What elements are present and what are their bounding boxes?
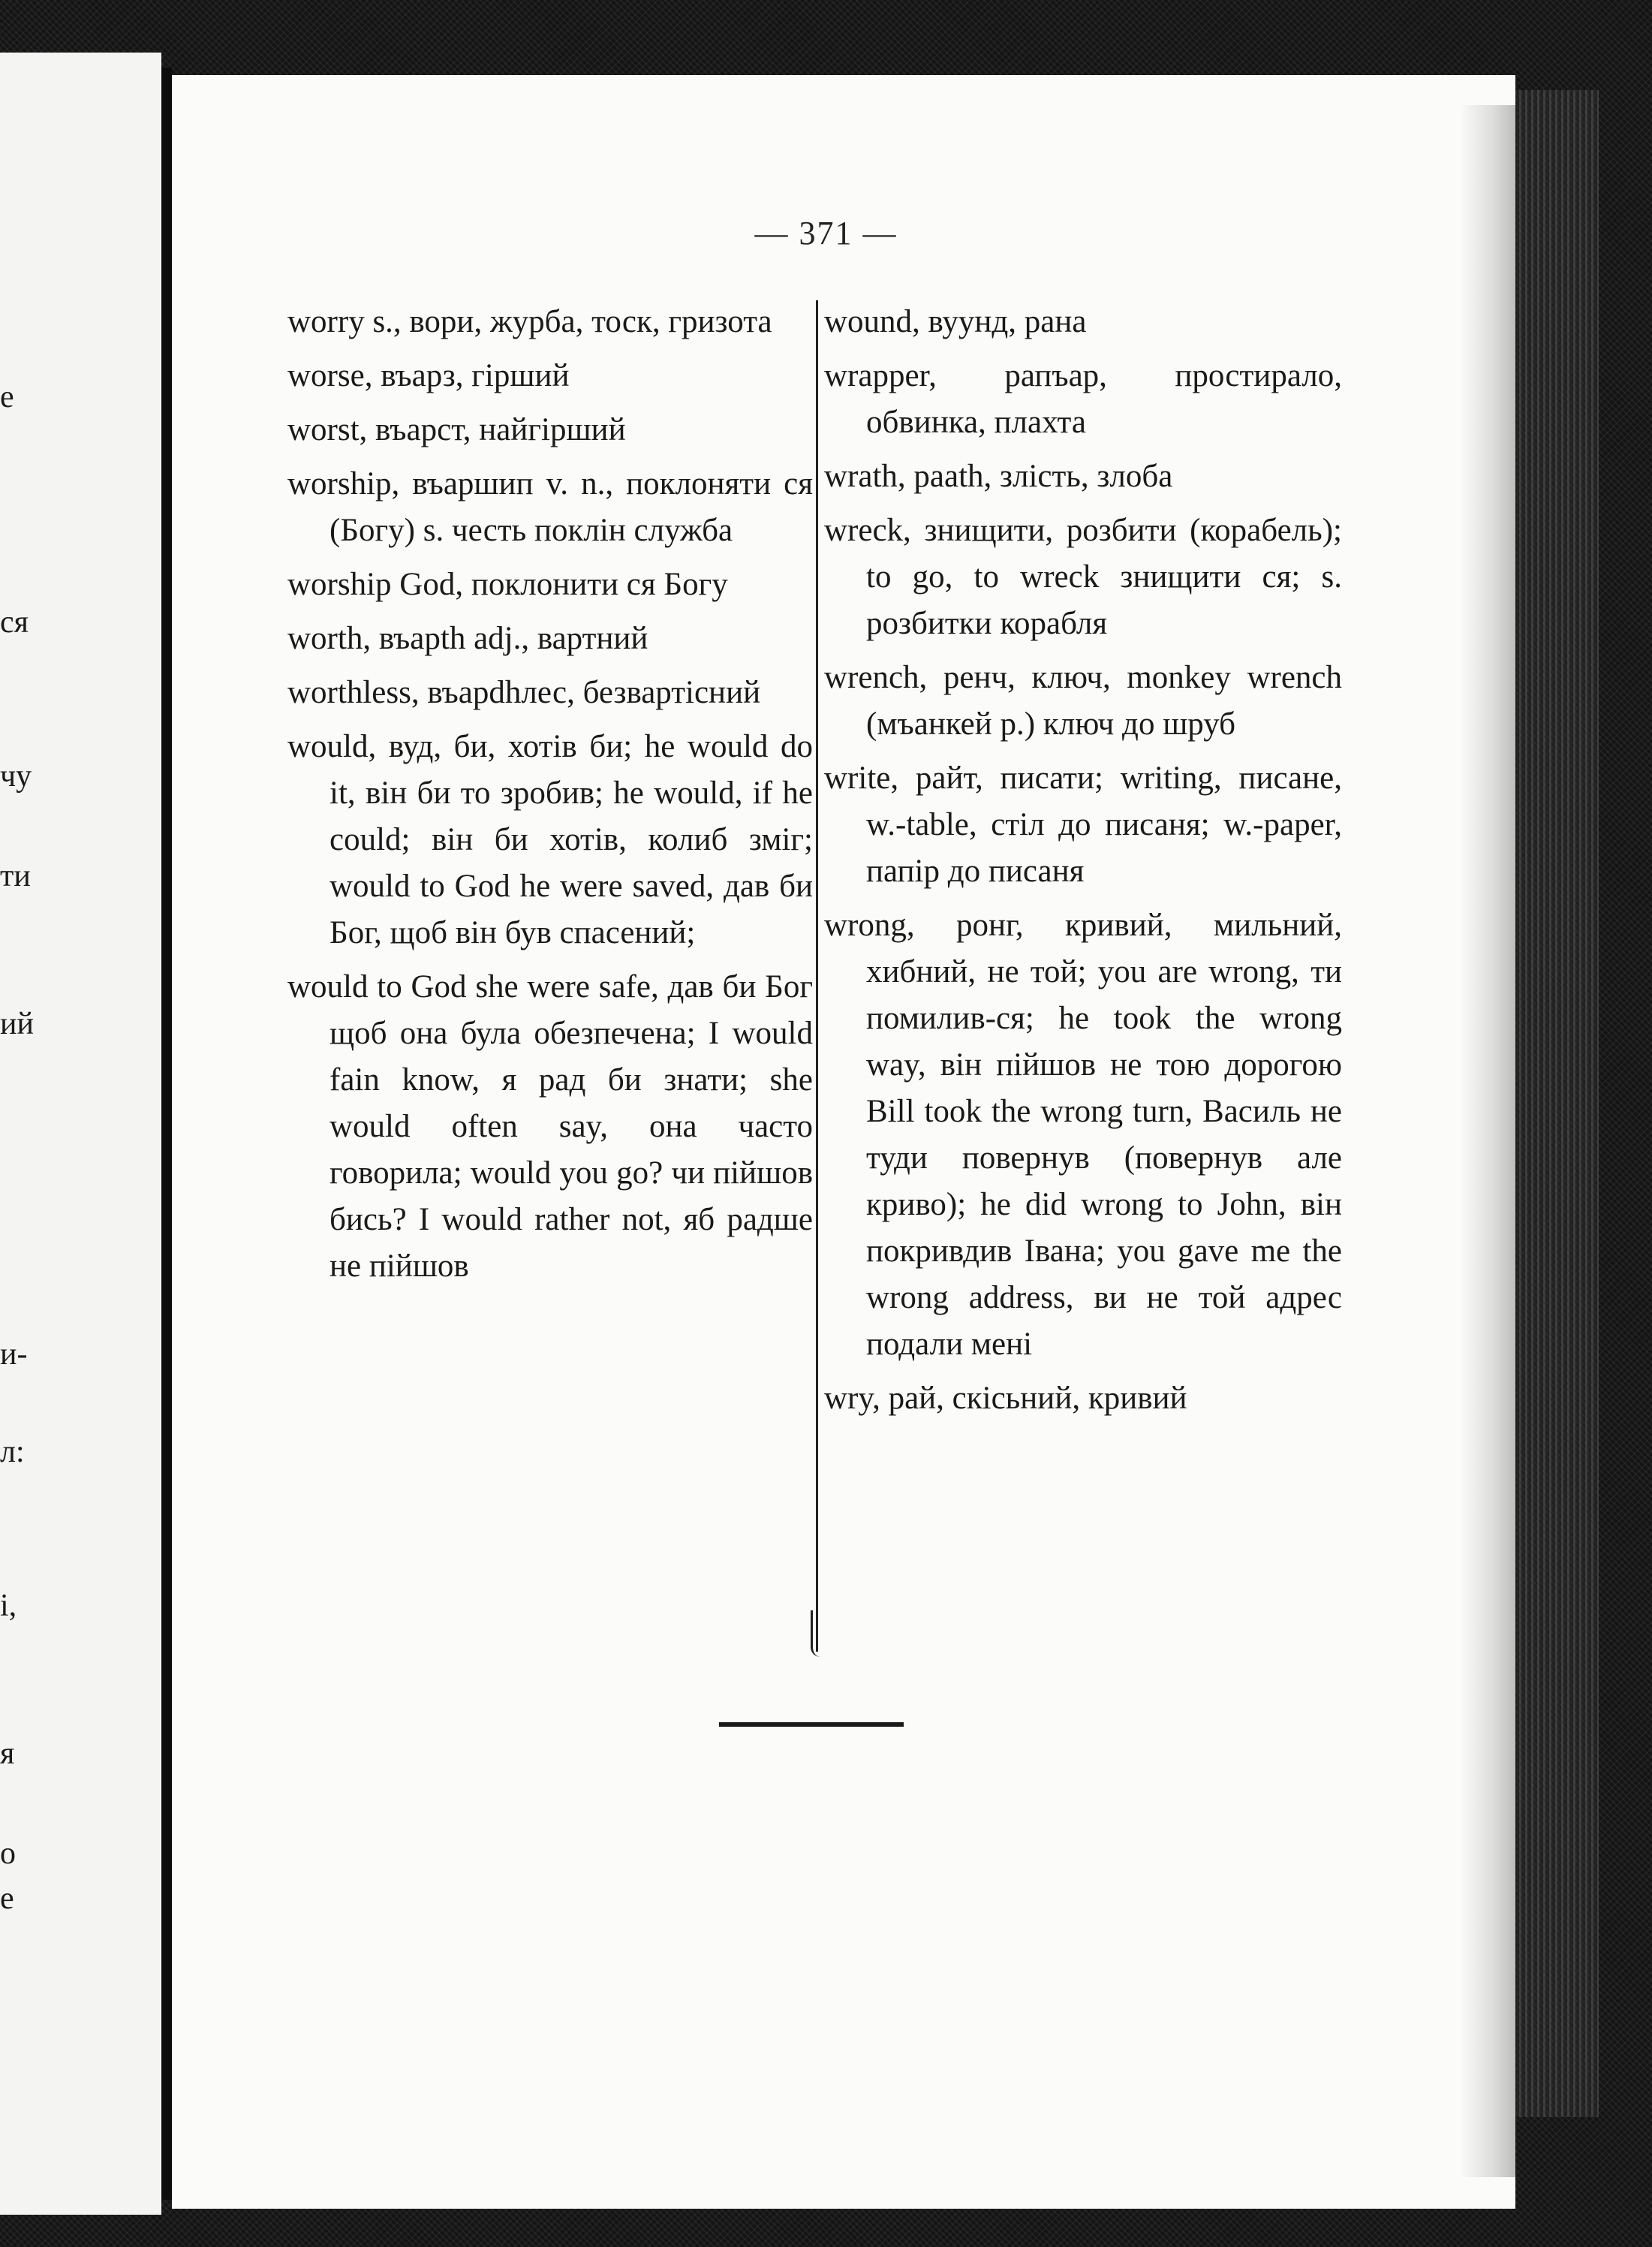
left-column: [287, 299, 813, 1297]
previous-page-fragment: о: [0, 1836, 16, 1871]
book-gutter: [161, 68, 172, 2200]
previous-page-fragment: л:: [0, 1435, 25, 1469]
previous-page-fragment: ти: [0, 859, 31, 893]
end-rule: [719, 1722, 904, 1727]
page-curl-shadow: [1460, 105, 1516, 2177]
column-divider: [816, 300, 818, 1652]
dictionary-entry: worthless, въарdhлес, безвартісний: [287, 675, 761, 710]
right-column: [824, 299, 1342, 1429]
dictionary-entry: wrath, раath, злість, злоба: [824, 459, 1173, 494]
previous-page-fragment: чу: [0, 759, 32, 794]
dictionary-entry: wrong, ронг, кривий, мильний, хибний, не той; you are wrong, ти помилив-ся; he took the wrong way, він пійшов не тою дорогою Bill took the wrong turn, Василь не туди повернув (повернув але криво); he did wrong to John, він покривдив Івана; you gave me the wrong address, ви не той адрес подали мені: [824, 908, 1342, 1362]
dictionary-entry: would to God she were safe, дав би Бог щоб она була обезпечена; I would fain know, я рад би знати; she would often say, она часто говорила; would you go? чи пійшов бись? I would rather not, яб радше не пійшов: [287, 969, 813, 1284]
dictionary-entry: worship, въаршип v. n., поклоняти ся (Богу) s. честь поклін служба: [287, 466, 813, 548]
dictionary-entry: worship God, поклонити ся Богу: [287, 567, 728, 602]
dictionary-entry: wrench, ренч, ключ, monkey wrench (мъанкей р.) ключ до шруб: [824, 660, 1342, 742]
dictionary-entry: wry, рай, скісьний, кривий: [824, 1381, 1187, 1416]
previous-page-fragment: е: [0, 1881, 14, 1916]
dictionary-entry: would, вуд, би, хотів би; he would do it, він би то зробив; he would, if he could; він би хотів, колиб зміг; would to God he were saved, дав би Бог, щоб він був спасений;: [287, 729, 813, 950]
previous-page-strip: [0, 53, 161, 2215]
previous-page-fragment: і,: [0, 1589, 17, 1623]
previous-page-fragment: e: [0, 380, 14, 414]
dictionary-entry: worst, въарст, найгірший: [287, 412, 626, 447]
dictionary-entry: write, райт, писати; writing, писане, w.-table, стіл до писаня; w.-paper, папір до писаня: [824, 761, 1342, 889]
dictionary-entry: wrapper, рапъар, простирало, обвинка, плахта: [824, 358, 1342, 440]
previous-page-fragment: и-: [0, 1337, 28, 1372]
dictionary-entry: wound, вуунд, рана: [824, 304, 1087, 339]
page-number: — 371 —: [754, 215, 898, 252]
previous-page-fragment: ий: [0, 1007, 34, 1041]
previous-page-fragment: я: [0, 1736, 15, 1771]
dictionary-entry: worry s., вори, журба, тоск, гризота: [287, 304, 772, 339]
column-divider-bracket: [811, 1610, 820, 1657]
dictionary-entry: wreck, знищити, розбити (корабель); to go, to wreck знищити ся; s. розбитки корабля: [824, 513, 1342, 641]
dictionary-entry: worse, въарз, гірший: [287, 358, 570, 393]
previous-page-fragment: ся: [0, 605, 29, 640]
dictionary-entry: worth, въарth adj., вартний: [287, 621, 648, 656]
